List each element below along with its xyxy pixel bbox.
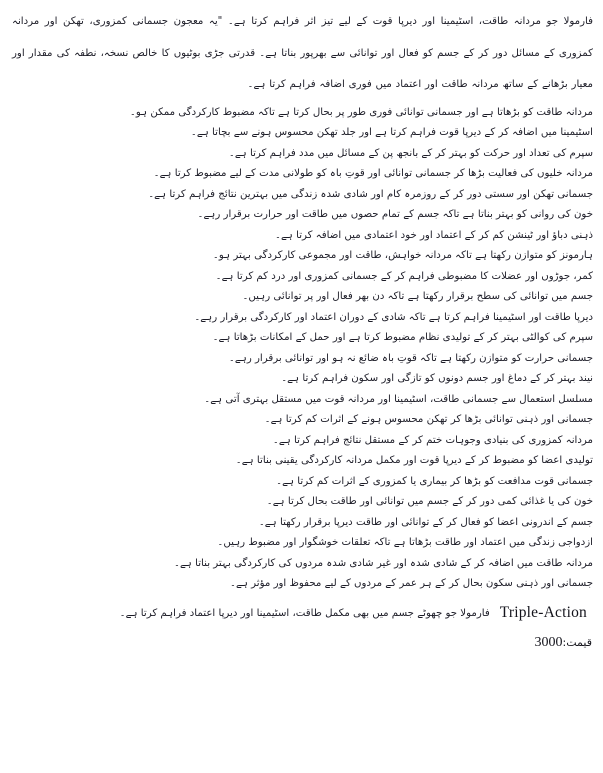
benefit-line: کمر، جوڑوں اور عضلات کا مضبوطی فراہم کر کے جسمانی کمزوری اور درد کم کرتا ہے۔ <box>215 270 593 282</box>
benefit-line: تولیدی اعضا کو مضبوط کر کے دیرپا قوت اور مکمل مردانہ کارکردگی یقینی بناتا ہے۔ <box>235 455 593 466</box>
benefit-line: نیند بہتر کر کے دماغ اور جسم دونوں کو تازگی اور سکون فراہم کرتا ہے۔ <box>281 373 593 384</box>
price-line <box>8 631 595 655</box>
document-body <box>8 6 595 655</box>
closing-line <box>8 600 595 627</box>
benefit-line: ازدواجی زندگی میں اعتماد اور طاقت بڑھاتا ہے تاکہ تعلقات خوشگوار اور مضبوط رہیں۔ <box>217 537 593 548</box>
benefit-line: مردانہ طاقت میں اضافہ کر کے شادی شدہ اور غیر شادی شدہ مردوں کی کارکردگی بہتر بناتا ہے۔ <box>173 557 593 569</box>
benefit-line: جسم میں توانائی کی سطح برقرار رکھتا ہے تاکہ دن بھر فعال اور پر توانائی رہیں۔ <box>242 291 593 302</box>
benefit-line: مسلسل استعمال سے جسمانی طاقت، اسٹیمینا اور مردانہ قوت میں مستقل بہتری آتی ہے۔ <box>204 393 593 405</box>
benefits-list <box>8 103 595 595</box>
benefit-line: مردانہ کمزوری کی بنیادی وجوہات ختم کر کے مستقل نتائج فراہم کرتا ہے۔ <box>272 434 593 446</box>
benefit-line: جسمانی حرارت کو متوازن رکھتا ہے تاکہ قوتِ باہ ضائع نہ ہو اور توانائی برقرار رہے۔ <box>228 352 593 364</box>
benefit-line: جسم کے اندرونی اعضا کو فعال کر کے توانائی اور طاقت دیرپا برقرار رکھتا ہے۔ <box>258 516 593 528</box>
benefit-line: سپرم کی کوالٹی بہتر کر کے تولیدی نظام مضبوط کرتا ہے اور حمل کے امکانات بڑھاتا ہے۔ <box>212 332 593 343</box>
triple-action-term: Triple-Action <box>499 603 587 621</box>
benefit-line: جسمانی تھکن اور سستی دور کر کے روزمرہ کام اور شادی شدہ زندگی میں بہترین نتائج فراہم کرتا ہے۔ <box>148 188 593 200</box>
benefit-line: جسمانی قوت مدافعت کو بڑھا کر بیماری یا کمزوری کے اثرات کم کرتا ہے۔ <box>276 475 593 487</box>
price-value: 3000 <box>534 634 563 650</box>
intro-paragraph: فارمولا جو مردانہ طاقت، اسٹیمینا اور دیرپا قوت کے لیے تیز اثر فراہم کرتا ہے۔ "یہ معجون جسمانی کمزوری، تھکن اور مردانہ کمزوری کے مسائل دور کر کے جسم کو فعال اور توانائی سے بھرپور بناتا ہے۔ قدرتی جڑی بوٹیوں کا خالص نسخہ، نطفہ کی مقدار اور معیار بڑھانے کے ساتھ مردانہ طاقت اور اعتماد میں فوری اضافہ فراہم کرتا ہے۔ <box>12 16 593 90</box>
closing-text: فارمولا جو چھوٹے جسم میں بھی مکمل طاقت، اسٹیمینا اور دیرپا اعتماد فراہم کرتا ہے۔ <box>119 607 490 619</box>
benefit-line: سپرم کی تعداد اور حرکت کو بہتر کر کے بانجھ پن کے مسائل میں مدد فراہم کرتا ہے۔ <box>228 147 593 159</box>
price-label: قیمت: <box>562 635 592 649</box>
benefit-line: دیرپا طاقت اور اسٹیمینا فراہم کرتا ہے تاکہ شادی کے دوران اعتماد اور کارکردگی برقرار رہے۔ <box>194 311 593 323</box>
benefit-line: مردانہ خلیوں کی فعالیت بڑھا کر جسمانی توانائی اور قوتِ باہ کو طولانی مدت کے لیے مضبوط کرتا ہے۔ <box>153 168 593 179</box>
benefit-line: جسمانی اور ذہنی توانائی بڑھا کر تھکن محسوس ہونے کے اثرات کم کرتا ہے۔ <box>264 414 593 425</box>
benefit-line: خون کی یا غذائی کمی دور کر کے جسم میں توانائی اور طاقت بحال کرتا ہے۔ <box>266 496 593 507</box>
benefit-line: اسٹیمینا میں اضافہ کر کے دیرپا قوت فراہم کرتا ہے اور جلد تھکن محسوس ہونے سے بچاتا ہے۔ <box>190 127 593 138</box>
benefit-line: مردانہ طاقت کو بڑھاتا ہے اور جسمانی توانائی فوری طور پر بحال کرتا ہے تاکہ مضبوط کارکردگی ممکن ہو۔ <box>129 106 593 118</box>
benefit-line: ذہنی دباؤ اور ٹینشن کم کر کے اعتماد اور خود اعتمادی میں اضافہ کرتا ہے۔ <box>274 229 593 241</box>
benefit-line: ہارمونز کو متوازن رکھتا ہے تاکہ مردانہ خواہش، طاقت اور مجموعی کارکردگی بہتر ہو۔ <box>212 250 593 261</box>
benefit-line: جسمانی اور ذہنی سکون بحال کر کے ہر عمر کے مردوں کے لیے محفوظ اور مؤثر ہے۔ <box>230 578 593 589</box>
benefit-line: خون کی روانی کو بہتر بناتا ہے تاکہ جسم کے تمام حصوں میں طاقت اور حرارت برقرار رہے۔ <box>197 209 593 220</box>
